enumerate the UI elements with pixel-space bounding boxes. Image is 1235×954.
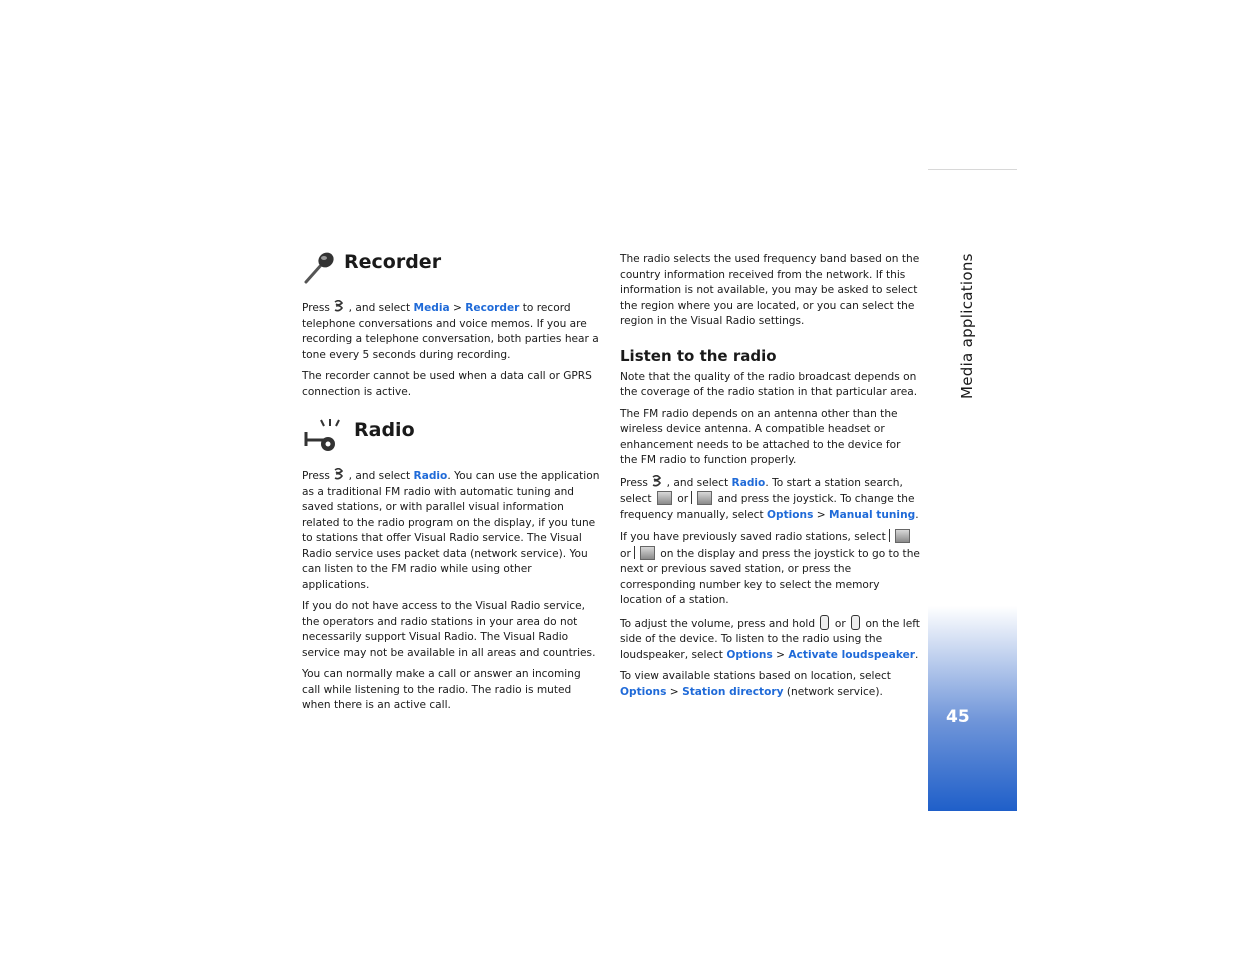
menu-key-icon: [333, 470, 348, 482]
radio-paragraph-2: If you do not have access to the Visual Radio service, the operators and radio stations in your area do not necessarily support Visual Radio. The Visual Radio service may not be available in all areas and countries.: [302, 600, 596, 659]
frequency-band-paragraph: The radio selects the used frequency band based on the country information received from the network. If this information is not available, you may be asked to select the region where you are located, or you can select the region in the Visual Radio settings.: [620, 253, 920, 327]
listen-paragraph-5: To adjust the volume, press and hold or on the left side of the device. To listen to the radio using the loudspeaker, select Options > Activate loudspeaker.: [620, 615, 920, 664]
listen-paragraph-6: To view available stations based on location, select Options > Station directory (network service).: [620, 670, 891, 698]
listen-paragraph-1: Note that the quality of the radio broadcast depends on the coverage of the radio station in that particular area.: [620, 370, 918, 398]
radio-icon: [302, 418, 348, 458]
radio-title: Radio: [354, 419, 415, 441]
recorder-title: Recorder: [344, 251, 442, 273]
radio-header: [302, 418, 602, 454]
media-link[interactable]: Media: [413, 302, 450, 314]
manual-tuning-link[interactable]: Manual tuning: [829, 508, 916, 521]
previous-station-icon[interactable]: [895, 529, 910, 543]
station-directory-link[interactable]: Station directory: [682, 685, 784, 698]
activate-loudspeaker-link[interactable]: Activate loudspeaker: [788, 648, 915, 661]
radio-link[interactable]: Radio: [413, 470, 448, 482]
right-column: [620, 252, 920, 706]
volume-down-key-icon: [820, 615, 829, 630]
divider-bar: [691, 491, 692, 504]
recorder-link[interactable]: Recorder: [465, 302, 520, 314]
divider-bar: [634, 546, 635, 559]
listen-paragraph-3: Press , and select Radio. To start a station search, select or and press the joystick. To change the frequency manually, select Options > Manual tuning.: [620, 476, 919, 521]
radio-link[interactable]: Radio: [731, 476, 766, 489]
radio-paragraph-3: You can normally make a call or answer an incoming call while listening to the radio. The radio is muted when there is an active call.: [302, 668, 581, 711]
left-column: [302, 250, 602, 720]
recorder-header: [302, 250, 602, 286]
recorder-paragraph-1: Press , and select Media > Recorder to record telephone conversations and voice memos. If you are recording a telephone conversation, both parties hear a tone every 5 seconds during recording.: [302, 302, 599, 361]
microphone-icon: [302, 250, 338, 292]
scan-up-icon[interactable]: [657, 491, 672, 505]
listen-paragraph-2: The FM radio depends on an antenna other than the wireless device antenna. A compatible headset or enhancement needs to be attached to the device for the FM radio to function properly.: [620, 407, 901, 466]
chapter-title: Media applications: [958, 253, 976, 399]
options-link[interactable]: Options: [620, 685, 667, 698]
listen-subheading: Listen to the radio: [620, 346, 777, 365]
menu-key-icon: [651, 477, 666, 489]
radio-paragraph-1: Press , and select Radio. You can use the application as a traditional FM radio with automatic tuning and saved stations, or with parallel visual information related to the radio program on the display, if you tune to stations that offer Visual Radio service. The Visual Radio service uses packet data (network service). You can listen to the FM radio while using other applications.: [302, 470, 600, 591]
volume-up-key-icon: [851, 615, 860, 630]
next-station-icon[interactable]: [640, 546, 655, 560]
page-number: 45: [946, 707, 970, 727]
divider-bar: [889, 529, 890, 542]
options-link[interactable]: Options: [766, 508, 814, 521]
menu-key-icon: [333, 302, 348, 314]
options-link[interactable]: Options: [726, 648, 773, 661]
listen-paragraph-4: If you have previously saved radio stations, select or on the display and press the joystick to go to the next or previous saved station, or press the corresponding number key to select the memory location of a station.: [620, 531, 920, 606]
scan-down-icon[interactable]: [697, 491, 712, 505]
recorder-paragraph-2: The recorder cannot be used when a data call or GPRS connection is active.: [302, 370, 592, 398]
